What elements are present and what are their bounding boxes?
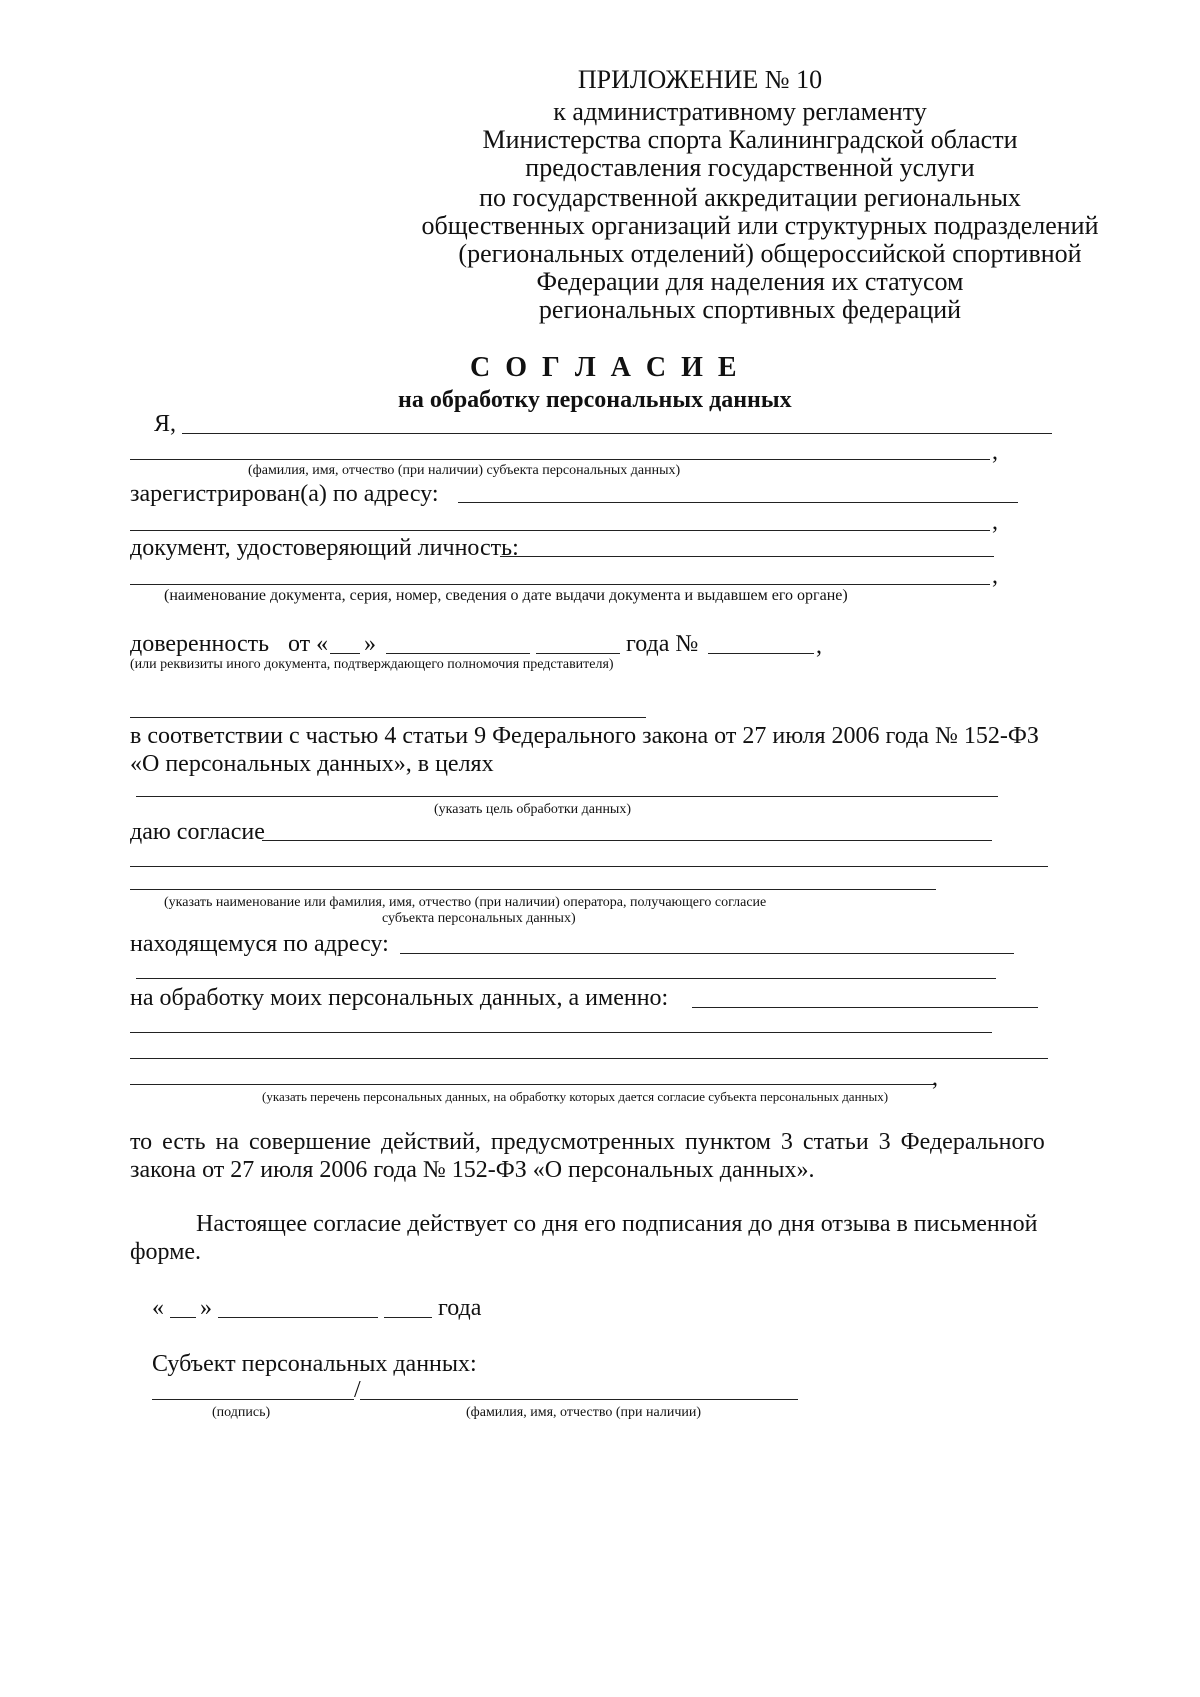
paragraph-1-line-2: закона от 27 июля 2006 года № 152-ФЗ «О персональных данных». <box>130 1157 815 1183</box>
proxy-year-label: года № <box>626 631 699 657</box>
proxy-extra-field[interactable] <box>130 717 646 718</box>
document-caption: (наименование документа, серия, номер, сведения о дате выдачи документа и выдавшем его органе) <box>164 587 848 604</box>
subject-label: Субъект персональных данных: <box>152 1351 477 1377</box>
paragraph-1-line-1: то есть на совершение действий, предусмотренных пунктом 3 статьи 3 Федерального <box>130 1129 1045 1155</box>
operator-address-line-1[interactable] <box>400 953 1014 954</box>
operator-caption-2: субъекта персональных данных) <box>382 911 576 926</box>
header-line-2: Министерства спорта Калининградской области <box>482 125 1018 154</box>
header-line-5: общественных организаций или структурных подразделений <box>421 211 1099 240</box>
document-field-line-1[interactable] <box>500 556 994 557</box>
data-list-line-2[interactable] <box>130 1032 992 1033</box>
i-label: Я, <box>154 411 177 437</box>
sign-month-field[interactable] <box>218 1317 378 1318</box>
appendix-number: ПРИЛОЖЕНИЕ № 10 <box>577 65 823 94</box>
date-open-quote: « <box>152 1295 164 1321</box>
header-line-6: (региональных отделений) общероссийской спортивной <box>458 239 1082 268</box>
slash: / <box>354 1377 361 1403</box>
proxy-caption: (или реквизиты иного документа, подтверждающего полномочия представителя) <box>130 657 614 672</box>
header-line-4: по государственной аккредитации региональных <box>479 183 1021 212</box>
name-field-line-2[interactable] <box>130 459 990 460</box>
document-subtitle: на обработку персональных данных <box>398 387 792 413</box>
address-field-line-2[interactable] <box>130 530 990 531</box>
signature-caption: (подпись) <box>212 1405 271 1420</box>
operator-field-line-3[interactable] <box>130 889 936 890</box>
comma: , <box>992 563 998 589</box>
data-list-line-3[interactable] <box>130 1058 1048 1059</box>
located-label: находящемуся по адресу: <box>130 931 389 957</box>
proxy-month-field[interactable] <box>386 653 530 654</box>
data-list-caption: (указать перечень персональных данных, на обработку которых дается согласие субъекта персональных данных) <box>262 1089 889 1104</box>
processing-label: на обработку моих персональных данных, а именно: <box>130 985 669 1011</box>
header-line-3: предоставления государственной услуги <box>525 153 975 182</box>
year-word: года <box>438 1295 482 1321</box>
document-label: документ, удостоверяющий личность: <box>130 535 519 561</box>
comma: , <box>816 633 822 659</box>
proxy-day-field[interactable] <box>330 653 360 654</box>
paragraph-2-line-2: форме. <box>130 1239 202 1265</box>
data-list-line-4[interactable] <box>130 1084 936 1085</box>
data-list-line-1[interactable] <box>692 1007 1038 1008</box>
operator-caption-1: (указать наименование или фамилия, имя, отчество (при наличии) оператора, получающего согласие <box>164 895 767 910</box>
comma: , <box>992 509 998 535</box>
proxy-from: от « <box>288 631 329 657</box>
fio-field[interactable] <box>360 1399 798 1400</box>
sign-year-field[interactable] <box>384 1317 432 1318</box>
operator-address-line-2[interactable] <box>136 978 996 979</box>
paragraph-2-line-1: Настоящее согласие действует со дня его подписания до дня отзыва в письменной <box>196 1211 1038 1237</box>
operator-field-line-1[interactable] <box>262 840 992 841</box>
header-line-7: Федерации для наделения их статусом <box>536 267 964 296</box>
fio-caption: (фамилия, имя, отчество (при наличии) <box>466 1405 702 1420</box>
date-close-quote: » <box>200 1295 212 1321</box>
law-line-1: в соответствии с частью 4 статьи 9 Федерального закона от 27 июля 2006 года № 152-ФЗ <box>130 723 1039 749</box>
document-title: С О Г Л А С И Е <box>470 352 741 383</box>
proxy-label: доверенность <box>130 631 270 657</box>
address-field-line-1[interactable] <box>458 502 1018 503</box>
sign-day-field[interactable] <box>170 1317 196 1318</box>
name-caption: (фамилия, имя, отчество (при наличии) субъекта персональных данных) <box>248 463 681 478</box>
name-field-line-1[interactable] <box>182 433 1052 434</box>
header-line-8: региональных спортивных федераций <box>538 295 962 324</box>
document-field-line-2[interactable] <box>130 584 990 585</box>
comma: , <box>992 439 998 465</box>
proxy-year-field[interactable] <box>536 653 620 654</box>
proxy-quote-close: » <box>364 631 376 657</box>
signature-field[interactable] <box>152 1399 354 1400</box>
consent-label: даю согласие <box>130 819 265 845</box>
header-line-1: к административному регламенту <box>553 97 927 126</box>
comma: , <box>932 1065 938 1091</box>
operator-field-line-2[interactable] <box>130 866 1048 867</box>
purpose-caption: (указать цель обработки данных) <box>434 802 632 817</box>
proxy-number-field[interactable] <box>708 653 814 654</box>
law-line-2: «О персональных данных», в целях <box>130 751 494 777</box>
purpose-field[interactable] <box>136 796 998 797</box>
registered-label: зарегистрирован(а) по адресу: <box>130 481 439 507</box>
